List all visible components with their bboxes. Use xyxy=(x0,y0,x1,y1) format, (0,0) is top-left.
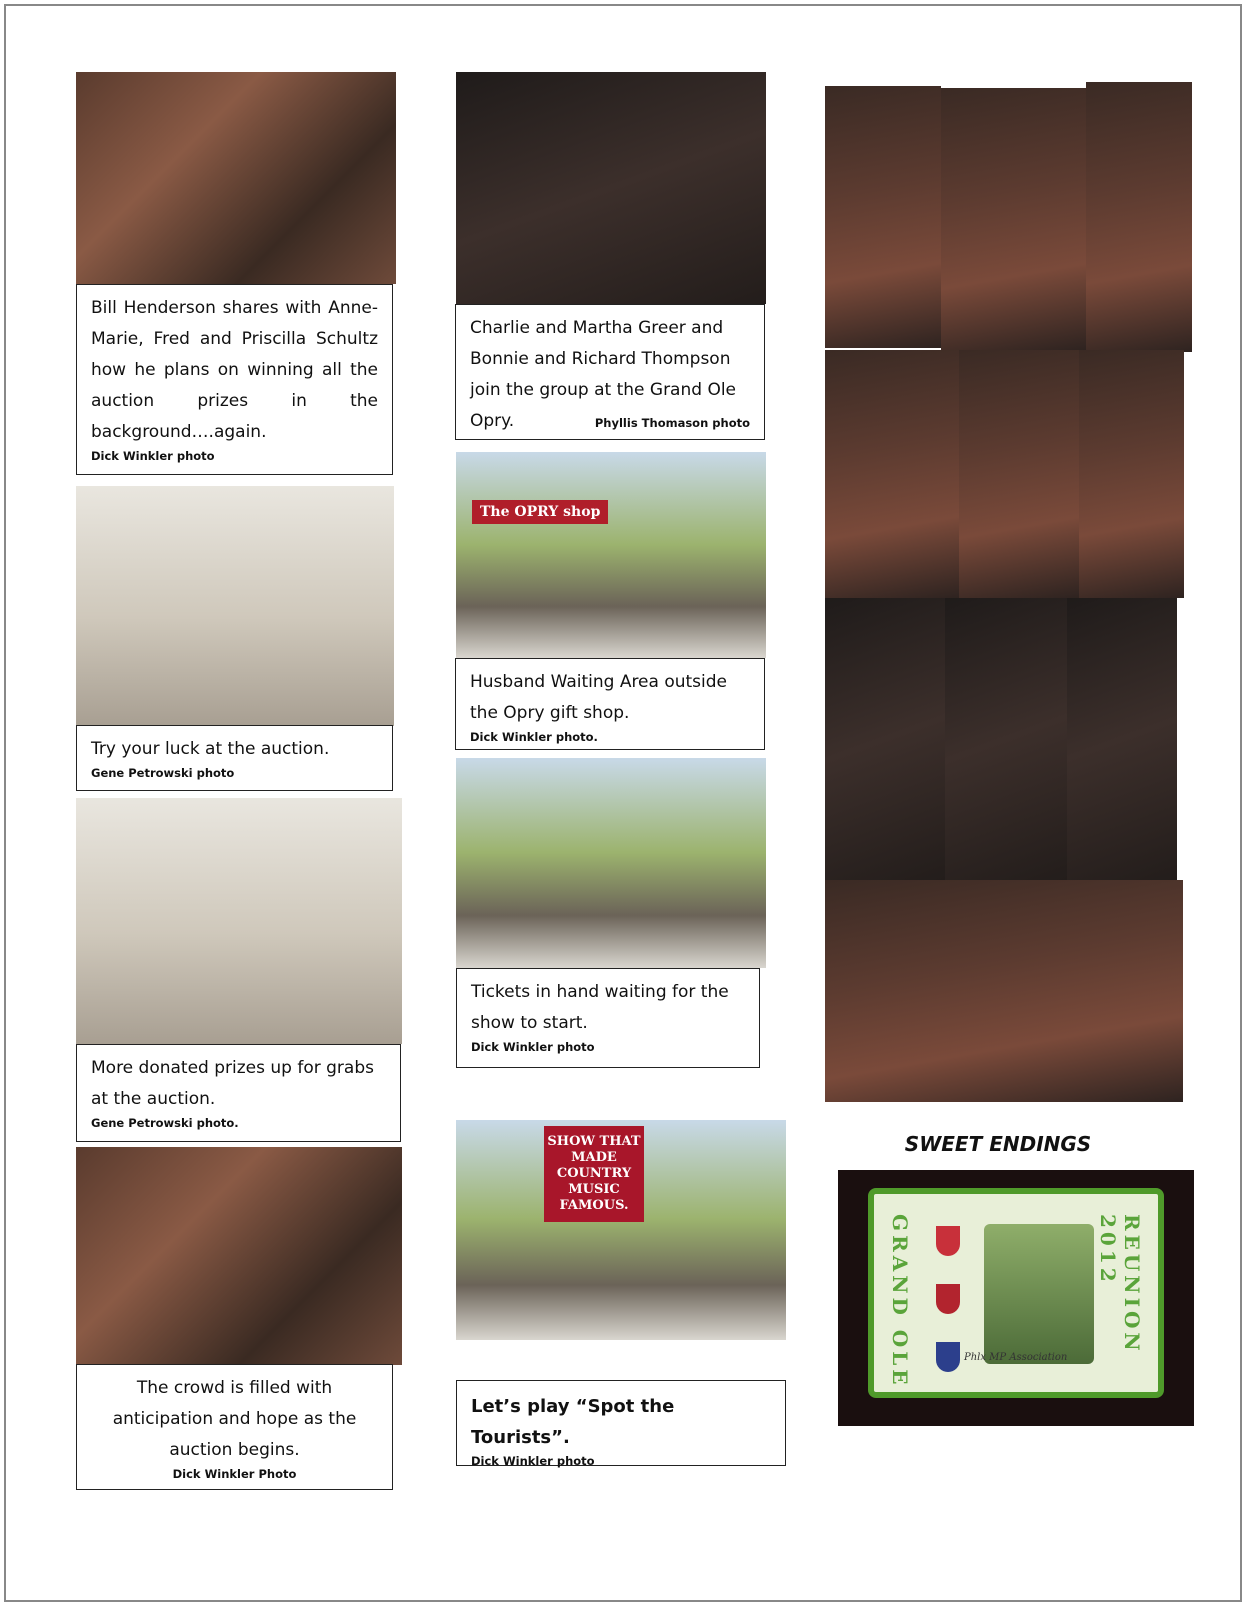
caption-text: More donated prizes up for grabs at the auction. xyxy=(91,1058,374,1109)
opry-banner: SHOW THAT MADE COUNTRY MUSIC FAMOUS. xyxy=(544,1126,644,1222)
caption-husband-area xyxy=(455,658,765,750)
section-title-sweet-endings: SWEET ENDINGS xyxy=(904,1132,1092,1156)
photo-credit: Gene Petrowski photo xyxy=(91,766,235,780)
photo-opry-tourists xyxy=(456,1120,786,1340)
caption-text: Let’s play “Spot the Tourists”. xyxy=(471,1396,675,1448)
photo-dance-7 xyxy=(825,598,945,880)
photo-auction-prizes xyxy=(76,486,394,726)
photo-crowd xyxy=(76,1147,402,1365)
photo-reunion-cake xyxy=(838,1170,1194,1426)
photo-credit: Dick Winkler photo xyxy=(91,449,215,463)
cake-text-reunion: REUNION 2012 xyxy=(1096,1214,1144,1355)
caption-text-body: Charlie and Martha Greer and Bonnie and Richard Thompson join the group at the Grand Ole Opry. xyxy=(470,318,737,431)
photo-dance-1 xyxy=(825,86,941,348)
caption-crowd xyxy=(76,1364,393,1490)
caption-donated-prizes xyxy=(76,1044,401,1142)
photo-dance-4 xyxy=(825,350,959,598)
photo-credit: Dick Winkler photo xyxy=(471,1454,595,1468)
photo-dance-2 xyxy=(941,88,1086,350)
photo-tickets xyxy=(456,758,766,968)
photo-dance-3 xyxy=(1086,82,1192,352)
caption-text: Bill Henderson shares with Anne-Marie, Fred and Priscilla Schultz how he plans on winning all the auction prizes in the background….again. xyxy=(91,298,378,442)
caption-auction-luck xyxy=(76,725,393,791)
cake-text-grand-ole: GRAND OLE xyxy=(888,1214,912,1389)
caption-text: The crowd is filled with anticipation and hope as the auction begins. xyxy=(112,1378,357,1460)
photo-dance-6 xyxy=(1079,350,1184,598)
photo-donated-prizes xyxy=(76,798,402,1044)
soldier-image xyxy=(984,1224,1094,1364)
photo-credit: Gene Petrowski photo. xyxy=(91,1116,239,1130)
photo-opry-group xyxy=(456,72,766,304)
photo-dance-8 xyxy=(945,598,1067,880)
caption-text: Husband Waiting Area outside the Opry gift shop. xyxy=(470,672,728,723)
photo-line-dance xyxy=(825,880,1183,1102)
unit-patch-icon xyxy=(936,1342,960,1372)
photo-dance-9 xyxy=(1067,598,1177,880)
photo-opry-shop xyxy=(456,452,766,658)
unit-patch-icon xyxy=(936,1284,960,1314)
photo-credit: Phyllis Thomason photo xyxy=(594,416,750,430)
photo-auction-table xyxy=(76,72,396,284)
unit-patch-icon xyxy=(936,1226,960,1256)
caption-text xyxy=(470,313,750,437)
photo-credit: Dick Winkler photo xyxy=(471,1040,595,1054)
photo-credit: Dick Winkler Photo xyxy=(172,1467,297,1481)
caption-auction-table xyxy=(76,284,393,475)
photo-credit: Dick Winkler photo. xyxy=(470,730,598,744)
photo-dance-5 xyxy=(959,350,1079,598)
caption-text: Try your luck at the auction. xyxy=(91,739,330,759)
caption-opry-group xyxy=(455,304,765,440)
caption-text: Tickets in hand waiting for the show to start. xyxy=(471,982,729,1033)
cake-banner-text: Phlx MP Association xyxy=(964,1352,1068,1363)
opry-shop-sign: The OPRY shop xyxy=(472,500,608,524)
cake-top xyxy=(868,1188,1164,1398)
caption-tickets xyxy=(456,968,760,1068)
caption-tourists xyxy=(456,1380,786,1466)
